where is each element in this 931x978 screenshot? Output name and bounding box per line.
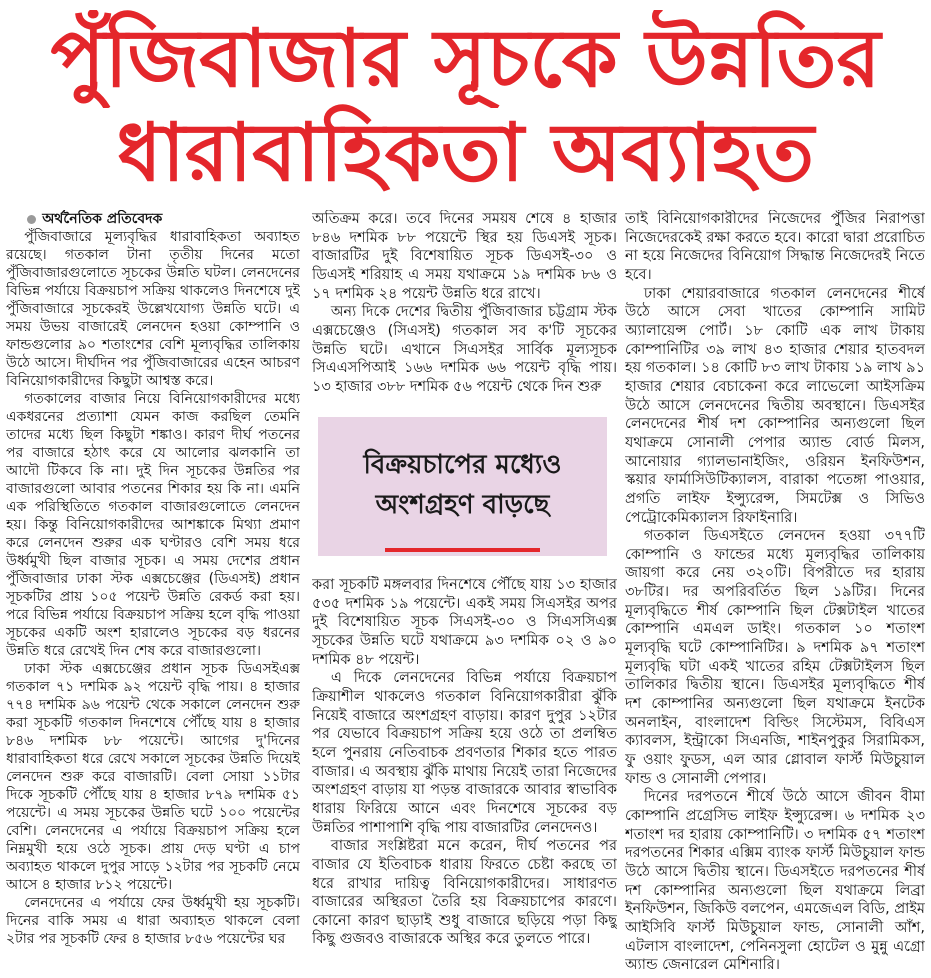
article-paragraph: গতকালের বাজার নিয়ে বিনিয়োগকারীদের মধ্যে একধরনের প্রত্যাশা যেমন কাজ করছিল তেমনি তাদের মধ্যে ছিল কিছুটা শঙ্কাও। কারণ দীর্ঘ পতনের পর বাজারে হঠাৎ করে যে আলোর ঝলকানি তা আদৌ টিকবে কি না। দুই দিন সূচকের উন্নতির পর বাজারগুলো আবার পতনের শিকার হয় কি না। এমনি এক পরিস্থিতিতে গতকাল বাজারগুলোতে লেনদেন হয়। কিন্তু বিনিয়োগকারীদের আশঙ্কাকে মিথ্যা প্রমাণ করে লেনদেন শুরুর এক ঘণ্টারও বেশি সময় ধরে উর্ধ্বমুখী ছিল বাজার সূচক। এ সময় দেশের প্রধান পুঁজিবাজার ঢাকা স্টক এক্সচেঞ্জের (ডিএসই) প্রধান সূচকটির প্রায় ১০৫ পয়েন্ট উন্নতি রেকর্ড করা হয়। পরে বিভিন্ন পর্যায়ে বিক্রয়চাপ সক্রিয় হলে বৃদ্ধি পাওয়া সূচকের একটি অংশ হারালেও সূচকের বড় ধরনের উন্নতি ধরে রেখেই দিন শেষ করে বাজারগুলো। bbox=[6, 391, 300, 659]
article-paragraph: বাজার সংশ্লিষ্টরা মনে করেন, দীর্ঘ পতনের পর বাজার যে ইতিবাচক ধারায় ফিরতে চেষ্টা করছে তা ধরে রাখার দায়িত্ব বিনিয়োগকারীদের। সাধারণত বাজারের অস্থিরতা তৈরি হয় বিক্রয়চাপের কারণে। কোনো কারণ ছাড়াই শুধু বাজারে ছড়িয়ে পড়া কিছু কিছু গুজবও বাজারকে অস্থির করে তুলতে পারে। bbox=[312, 838, 617, 948]
pull-quote-line-1: বিক্রয়চাপের মধ্যেও bbox=[363, 450, 562, 480]
pull-quote-line-2: অংশগ্রহণ বাড়ছে bbox=[375, 490, 550, 520]
byline bbox=[6, 210, 300, 228]
headline-line-1: পুঁজিবাজার সূচকে উন্নতির bbox=[50, 12, 881, 105]
article-paragraph: লেনদেনের এ পর্যায়ে ফের উর্ধ্বমুখী হয় সূচকটি। দিনের বাকি সময় এ ধারা অব্যাহত থাকলে বেলা ২টার পর সূচকটি ফের ৪ হাজার ৮৫৬ পয়েন্টের ঘর bbox=[6, 895, 300, 947]
pull-quote-red-rule bbox=[385, 548, 540, 552]
article-paragraph: গতকাল ডিএসইতে লেনদেন হওয়া ৩৭৭টি কোম্পানি ও ফান্ডের মধ্যে মূল্যবৃদ্ধির তালিকায় জায়গা করে নেয় ৩২০টি। বিপরীতে দর হারায় ৩৮টির। দর অপরিবর্তিত ছিল ১৯টির। দিনের মূল্যবৃদ্ধিতে শীর্ষ কোম্পানি ছিল টেক্সটাইল খাতের কোম্পানি এমএল ডাইং। গতকাল ১০ শতাংশ মূল্যবৃদ্ধি ঘটে কোম্পানিটির। ৯ দশমিক ৯৭ শতাংশ মূল্যবৃদ্ধি ঘটা একই খাতের রহিম টেক্সটাইলস ছিল তালিকার দ্বিতীয় স্থানে। ডিএসইর মূল্যবৃদ্ধিতে শীর্ষ দশ কোম্পানির অন্যগুলো ছিল যথাক্রমে ইনটেক অনলাইন, বাংলাদেশ বিল্ডিং সিস্টেমস, বিবিএস ক্যাবলস, ইন্ট্রাকো সিএনজি, শাইনপুকুর সিরামিকস, ফু ওয়াং ফুডস, এল আর গ্লোবাল ফার্স্ট মিউচুয়াল ফান্ড ও সোনালী পেপার। bbox=[625, 528, 925, 787]
byline-text: অর্থনৈতিক প্রতিবেদক bbox=[42, 211, 163, 227]
article-column-2-bottom bbox=[312, 576, 617, 976]
article-paragraph-continued: অতিক্রম করে। তবে দিনের সময়ষ শেষে ৪ হাজার ৮৪৬ দশমিক ৮৮ পয়েন্টে স্থির হয় ডিএসই সূচক। বাজারটির দুই বিশেষায়িত সূচক ডিএসই-৩০ ও ডিএসই শরিয়াহ এ সময় যথাক্রমে ১৯ দশমিক ৮৬ ও ১৭ দশমিক ২৪ পয়েন্ট উন্নতি ধরে রাখে। bbox=[312, 211, 617, 302]
headline-line-2: ধারাবাহিকতা অব্যাহত bbox=[116, 106, 815, 199]
article-paragraph-continued: করা সূচকটি মঙ্গলবার দিনশেষে পৌঁছে যায় ১৩ হাজার ৫৩৫ দশমিক ১৯ পয়েন্টে। একই সময় সিএসইর অপর দুই বিশেষায়িত সূচক সিএসই-৩০ ও সিএসসিএক্স সূচকের উন্নতি ঘটে যথাক্রমে ৯৩ দশমিক ০২ ও ৯০ দশমিক ৪৮ পয়েন্ট। bbox=[312, 577, 617, 668]
article-paragraph: এ দিকে লেনদেনের বিভিন্ন পর্যায়ে বিক্রয়চাপ ক্রিয়াশীল থাকলেও গতকাল বিনিয়োগকারীরা ঝুঁকি নিয়েই বাজারে অংশগ্রহণ বাড়ায়। কারণ দুপুর ১২টার পর যেভাবে বিক্রয়চাপ সক্রিয় হয়ে ওঠে তা প্রলম্বিত হলে পুনরায় নেতিবাচক প্রবণতার শিকার হতে পারত বাজার। এ অবস্থায় ঝুঁকি মাথায় নিয়েই তারা নিজেদের অংশগ্রহণ বাড়ায় যা পড়ন্ত বাজারকে আবার স্বাভাবিক ধারায় ফিরিয়ে আনে এবং দিনশেষে সূচকের বড় উন্নতির পাশাপাশি বৃদ্ধি পায় বাজারটির লেনদেনও। bbox=[312, 670, 617, 836]
article-paragraph: দিনের দরপতনে শীর্ষে উঠে আসে জীবন বীমা কোম্পানি প্রগ্রেসিভ লাইফ ইন্স্যুরেন্স। ৬ দশমিক ২৩ শতাংশ দর হারায় কোম্পানিটি। ৩ দশমিক ৫৭ শতাংশ দরপতনের শিকার এক্সিম ব্যাংক ফার্স্ট মিউচুয়াল ফান্ড উঠে আসে দ্বিতীয় স্থানে। ডিএসইতে দরপতনের শীর্ষ দশ কোম্পানির অন্যগুলো ছিল যথাক্রমে লিব্রা ইনফিউশন, জিকিউ বলপেন, এমজেএল বিডি, প্রাইম আইসিবি ফার্স্ট মিউচুয়াল ফান্ড, সোনালী আঁশ, এটলাস বাংলাদেশ, পেনিনসুলা হোটেল ও মুন্নু এগ্রো অ্যান্ড জেনারেল মেশিনারি। bbox=[625, 789, 925, 974]
article-paragraph: অন্য দিকে দেশের দ্বিতীয় পুঁজিবাজার চট্টগ্রাম স্টক এক্সচেঞ্জেও (সিএসই) গতকাল সব ক'টি সূচকের উন্নতি ঘটে। এখানে সিএসইর সার্বিক মূল্যসূচক সিএএসপিআই ১৬৬ দশমিক ৬৬ পয়েন্ট বৃদ্ধি পায়। ১৩ হাজার ৩৮৮ দশমিক ৫৬ পয়েন্ট থেকে দিন শুরু bbox=[312, 304, 617, 395]
article-paragraph: পুঁজিবাজারে মূল্যবৃদ্ধির ধারাবাহিকতা অব্যাহত রয়েছে। গতকাল টানা তৃতীয় দিনের মতো পুঁজিবাজারগুলোতে সূচকের উন্নতি ঘটল। লেনদেনের বিভিন্ন পর্যায়ে বিক্রয়চাপ সক্রিয় থাকলেও দিনশেষে দুই পুঁজিবাজারে সূচকেরই উল্লেখযোগ্য উন্নতি ঘটে। এ সময় উভয় বাজারেই লেনদেন হওয়া কোম্পানি ও ফান্ডগুলোর ৯০ শতাংশের বেশি মূল্যবৃদ্ধির তালিকায় উঠে আসে। দীর্ঘদিন পর পুঁজিবাজারের এহেন আচরণ বিনিয়োগকারীদের কিছুটা আশ্বস্ত করে। bbox=[6, 229, 300, 389]
article-paragraph: ঢাকা স্টক এক্সচেঞ্জের প্রধান সূচক ডিএসইএক্স গতকাল ৭১ দশমিক ৯২ পয়েন্ট বৃদ্ধি পায়। ৪ হাজার ৭৭৪ দশমিক ৯৬ পয়েন্ট থেকে সকালে লেনদেন শুরু করা সূচকটি গতকাল দিনশেষে পৌঁছে যায় ৪ হাজার ৮৪৬ দশমিক ৮৮ পয়েন্টে। আগের দু'দিনের ধারাবাহিকতা ধরে রেখে সকালে সূচকের উন্নতি দিয়েই লেনদেন শুরু করে বাজারটি। বেলা সোয়া ১১টার দিকে সূচকটি পৌঁছে যায় ৪ হাজার ৮৭৯ দশমিক ৫১ পয়েন্টে। এ সময় সূচকের উন্নতি ঘটে ১০০ পয়েন্টের বেশি। লেনদেনের এ পর্যায়ে বিক্রয়চাপ সক্রিয় হলে নিম্নমুখী হয়ে ওঠে সূচক। প্রায় দেড় ঘণ্টা এ চাপ অব্যাহত থাকলে দুপুর সাড়ে ১২টার পর সূচকটি নেমে আসে ৪ হাজার ৮১২ পয়েন্টে। bbox=[6, 661, 300, 893]
article-paragraph: ঢাকা শেয়ারবাজারে গতকাল লেনদেনের শীর্ষে উঠে আসে সেবা খাতের কোম্পানি সামিট অ্যালায়েন্স পোর্ট। ১৮ কোটি এক লাখ টাকায় কোম্পানিটির ৩৯ লাখ ৪৩ হাজার শেয়ার হাতবদল হয় গতকাল। ১৪ কোটি ৮৩ লাখ টাকায় ১৯ লাখ ৯১ হাজার শেয়ার বেচাকেনা করে লাভেলো আইসক্রিম উঠে আসে লেনদেনের দ্বিতীয় অবস্থানে। ডিএসইর লেনদেনের শীর্ষ দশ কোম্পানির অন্যগুলো ছিল যথাক্রমে সোনালী পেপার অ্যান্ড বোর্ড মিলস, আনোয়ার গ্যালভানাইজিং, ওরিয়ন ইনফিউশন, স্কয়ার ফার্মাসিউটিক্যালস, বারাকা পতেঙ্গা পাওয়ার, প্রগতি লাইফ ইন্স্যুরেন্স, সিমটেক্স ও সিভিও পেট্রোকেমিক্যালস রিফাইনারি। bbox=[625, 285, 925, 526]
article-column-3 bbox=[625, 210, 925, 976]
article-paragraph-continued: তাই বিনিয়োগকারীদের নিজেদের পুঁজির নিরাপত্তা নিজেদেরকেই রক্ষা করতে হবে। কারো দ্বারা প্ররোচিত না হয়ে নিজেদের বিনিয়োগ সিদ্ধান্ত নিজেদেরই নিতে হবে। bbox=[625, 211, 925, 283]
circle-bullet-icon bbox=[27, 215, 36, 224]
article-column-2-top bbox=[312, 210, 617, 416]
article-column-1 bbox=[6, 210, 300, 976]
pull-quote-box bbox=[318, 417, 607, 556]
headline bbox=[0, 0, 931, 206]
